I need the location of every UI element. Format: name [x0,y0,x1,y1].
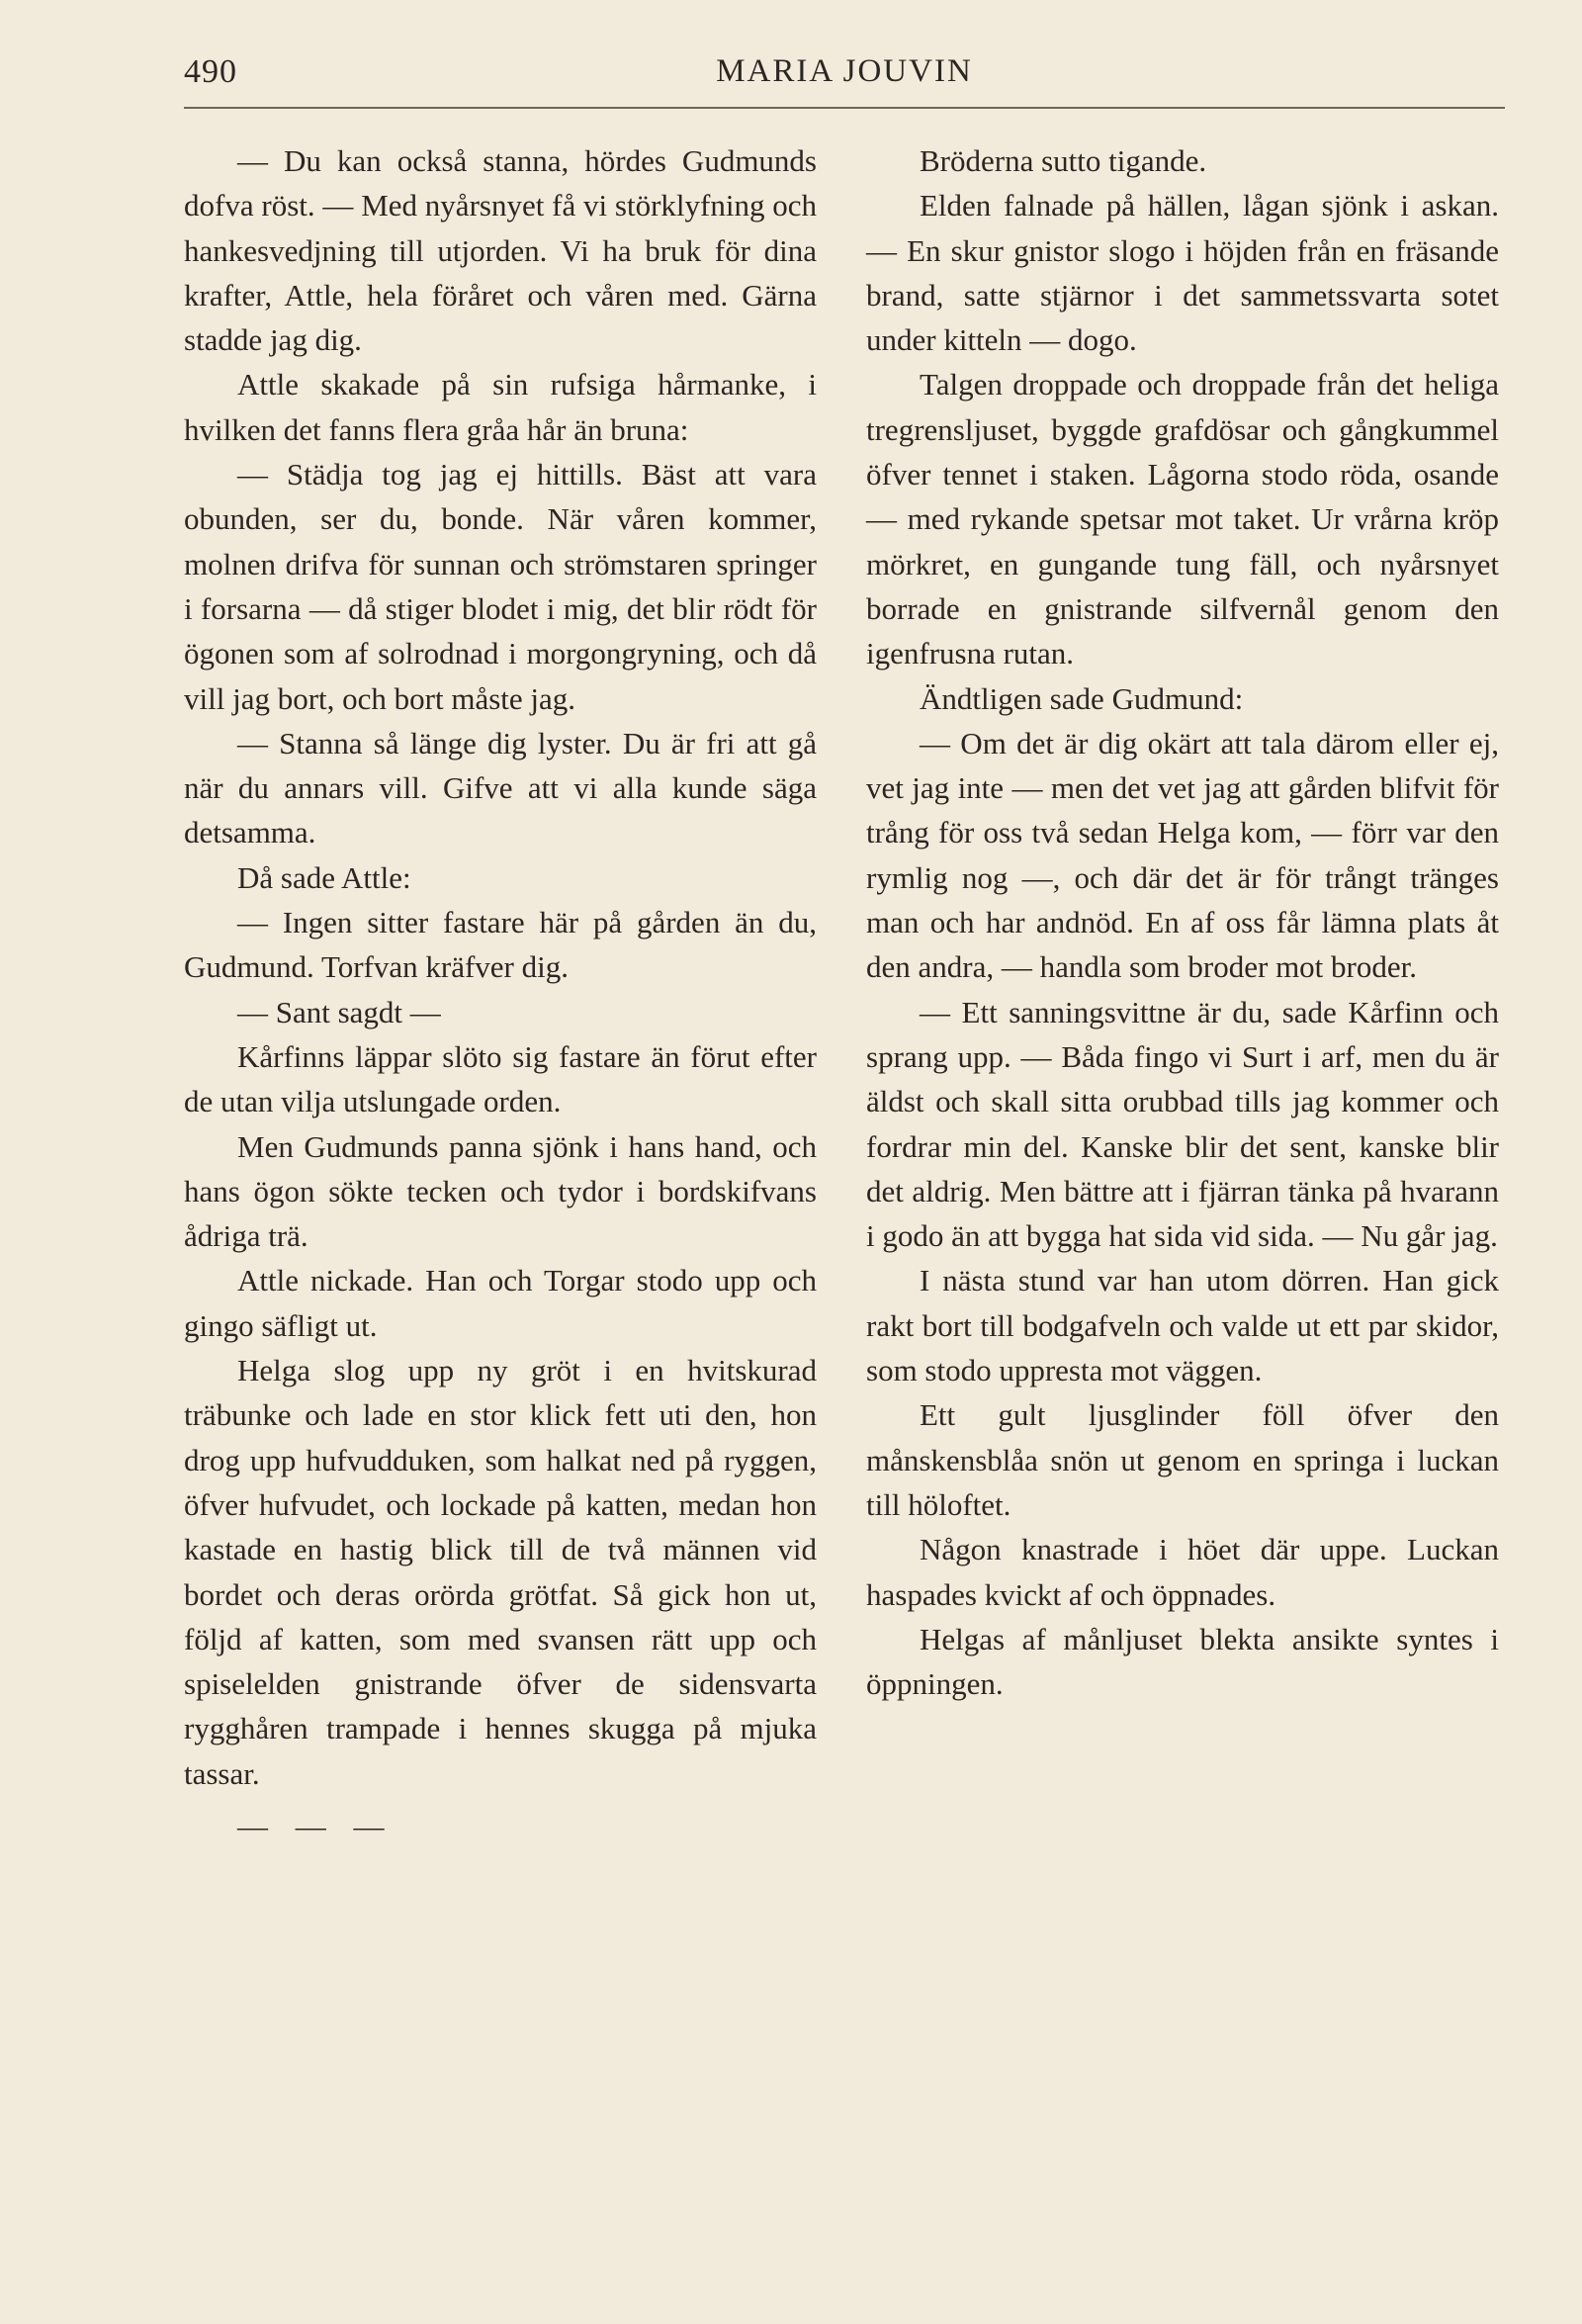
paragraph: Helga slog upp ny gröt i en hvitskurad träbunke och lade en stor klick fett uti den, hon drog upp hufvudduken, som halkat ned på ryggen, öfver hufvudet, och lockade på katten, medan hon kastade en hastig blick till de två männen vid bordet och deras orörda grötfat. Så gick hon ut, följd af katten, som med svansen rätt upp och spiselelden gnistrande öfver de sidensvarta rygghåren trampade i hennes skugga på mjuka tassar. [184,1353,817,1791]
paragraph: I nästa stund var han utom dörren. Han gick rakt bort till bodgafveln och valde ut ett par skidor, som stodo uppresta mot väggen. [866,1263,1499,1388]
paragraph: Bröderna sutto tigande. [920,143,1207,178]
page-header [184,51,1505,109]
left-column [184,138,817,1848]
paragraph: Kårfinns läppar slöto sig fastare än förut efter de utan vilja utslungade orden. [184,1038,817,1119]
paragraph: Då sade Attle: [237,859,411,895]
paragraph: Elden falnade på hällen, lågan sjönk i askan. — En skur gnistor slogo i höjden från en fräsande brand, satte stjärnor i det sammetssvarta sotet under kitteln — dogo. [866,188,1499,358]
paragraph: — Sant sagdt — [237,994,441,1029]
paragraph: — Stanna så länge dig lyster. Du är fri att gå när du annars vill. Gifve att vi alla kunde säga detsamma. [184,725,817,850]
paragraph: Men Gudmunds panna sjönk i hans hand, och hans ögon sökte tecken och tydor i bordskifvans ådriga trä. [184,1128,817,1254]
paragraph: Attle skakade på sin rufsiga hårmanke, i hvilken det fanns flera gråa hår än bruna: [184,367,817,447]
paragraph: — Städja tog jag ej hittills. Bäst att vara obunden, ser du, bonde. När våren kommer, molnen drifva för sunnan och strömstaren springer i forsarna — då stiger blodet i mig, det blir rödt för ögonen som af solrodnad i morgongryning, och då vill jag bort, och bort måste jag. [184,457,817,716]
paragraph: Attle nickade. Han och Torgar stodo upp och gingo säfligt ut. [184,1263,817,1343]
paragraph: Någon knastrade i höet där uppe. Luckan haspades kvickt af och öppnades. [866,1532,1499,1612]
right-column [866,138,1499,1706]
page-number: 490 [184,53,237,90]
paragraph: — Ett sanningsvittne är du, sade Kårfinn och sprang upp. — Båda fingo vi Surt i arf, men du är äldst och skall sitta orubbad tills jag kommer och fordrar min del. Kanske blir det sent, kanske blir det aldrig. Men bättre att i fjärran tänka på hvarann i godo än att bygga hat sida vid sida. — Nu går jag. [866,994,1499,1254]
paragraph: — Om det är dig okärt att tala därom eller ej, vet jag inte — men det vet jag att gården blifvit för trång för oss två sedan Helga kom, — förr var den rymlig nog —, och där det är för trångt tränges man och har andnöd. En af oss får lämna plats åt den andra, — handla som broder mot broder. [866,725,1499,985]
paragraph: Helgas af månljuset blekta ansikte syntes i öppningen. [866,1621,1499,1702]
paragraph: Talgen droppade och droppade från det heliga tregrensljuset, byggde grafdösar och gångkummel öfver tennet i staken. Lågorna stodo röda, osande — med rykande spetsar mot taket. Ur vrårna kröp mörkret, en gungande tung fäll, och nyårsnyet borrade en gnistrande silfvernål genom den igenfrusna rutan. [866,367,1499,671]
paragraph: Ett gult ljusglinder föll öfver den månskensblåa snön ut genom en springa i luckan till höloftet. [866,1397,1499,1522]
section-separator: — — — [237,1808,395,1843]
paragraph: Ändtligen sade Gudmund: [920,680,1244,716]
paragraph: — Du kan också stanna, hördes Gudmunds dofva röst. — Med nyårsnyet få vi störklyfning och hankesvedjning till utjorden. Vi ha bruk för dina krafter, Attle, hela föråret och våren med. Gärna stadde jag dig. [184,143,817,358]
running-title: MARIA JOUVIN [716,53,973,89]
paragraph: — Ingen sitter fastare här på gården än du, Gudmund. Torfvan kräfver dig. [184,905,817,985]
text-columns [184,138,1505,2195]
